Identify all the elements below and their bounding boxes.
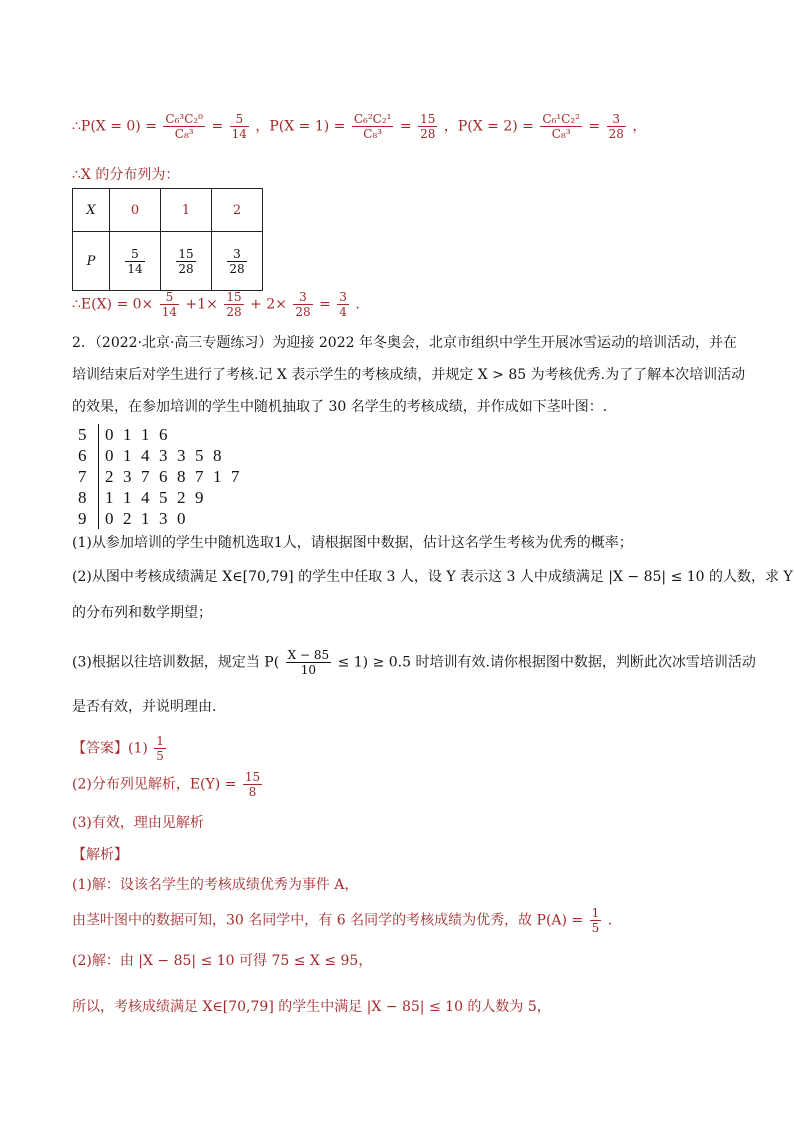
leaf: 6 [159, 425, 168, 444]
leaf: 1 [213, 467, 222, 486]
answer-2-fraction [243, 770, 262, 799]
leaf: 2 [177, 488, 186, 507]
stem-row [78, 487, 249, 508]
x-value-cell: 2 [212, 189, 263, 232]
stem-row [78, 508, 249, 529]
exp-f4d: 4 [339, 305, 347, 319]
leaf: 1 [123, 446, 132, 465]
leaf: 7 [231, 467, 240, 486]
stem-value: 5 [78, 425, 87, 444]
q3-fraction [286, 648, 332, 677]
stem-value: 7 [78, 467, 87, 486]
p0-comb-fraction [163, 112, 205, 141]
s2-pre: 由茎叶图中的数据可知，30 名同学中，有 6 名同学的考核成绩为优秀，故 P(A) = [72, 912, 584, 929]
question-2b: 的分布列和数学期望； [72, 605, 212, 621]
p1-lhs: ，P(X = 1) = [255, 118, 346, 135]
leaf: 5 [195, 446, 204, 465]
p2-comb-fraction [540, 112, 582, 141]
answer-1-pre: (1) [128, 740, 148, 757]
stem-leaf-plot [78, 424, 249, 529]
p2-comb-den: C₈³ [551, 127, 571, 141]
distribution-intro: ∴X 的分布列为： [72, 167, 180, 183]
leaf: 3 [159, 446, 168, 465]
expectation-line [72, 290, 360, 319]
leaf: 7 [141, 467, 150, 486]
question-2a: (2)从图中考核成绩满足 X∈[70,79] 的学生中任取 3 人，设 Y 表示这 3 人中成绩满足 |X − 85| ≤ 10 的人数，求 Y [72, 569, 793, 585]
leaf: 0 [105, 509, 114, 528]
leaf: 3 [123, 467, 132, 486]
answer-line-3: (3)有效，理由见解析 [72, 815, 204, 831]
s2-den: 5 [591, 921, 600, 935]
p-header-cell: P [73, 232, 110, 291]
leaf: 5 [159, 488, 168, 507]
exp-f3d: 28 [295, 305, 311, 319]
p1-comb-den: C₈³ [363, 127, 383, 141]
x-value-cell: 0 [110, 189, 161, 232]
leaf: 4 [141, 446, 150, 465]
leaf: 0 [105, 446, 114, 465]
exp-f4n: 3 [339, 290, 347, 304]
p2-vden: 28 [608, 127, 624, 141]
p1-eq: = [399, 118, 412, 135]
exp-eq: = [319, 296, 331, 313]
exp-lhs: ∴E(X) = 0× [72, 296, 154, 313]
leaf: 3 [177, 446, 186, 465]
p-value-cell [212, 232, 263, 291]
exp-m1: +1× [185, 296, 218, 313]
a1-num: 1 [156, 734, 164, 748]
table-row [73, 232, 263, 291]
question-1: (1)从参加培训的学生中随机选取1人，请根据图中数据，估计这名学生考核为优秀的概率； [72, 535, 633, 551]
distribution-table [72, 188, 263, 291]
p2-comb-num: C₆¹C₂² [542, 112, 580, 126]
leaf: 7 [195, 467, 204, 486]
leaf: 0 [177, 509, 186, 528]
exp-frac-2 [224, 290, 243, 319]
s2-end: . [607, 912, 613, 929]
exp-f1n: 5 [160, 290, 179, 305]
p0-vden: 14 [231, 127, 247, 141]
q3-pre: (3)根据以往培训数据，规定当 P( [72, 654, 280, 671]
p-den: 14 [127, 261, 143, 276]
leaf: 2 [105, 467, 114, 486]
problem-line-1: 2．（2022·北京·高三专题练习）为迎接 2022 年冬奥会，北京市组织中学生开展冰雪运动的培训活动，并在 [72, 335, 737, 351]
exp-end: . [355, 296, 360, 313]
exp-f2d: 28 [226, 305, 242, 319]
p2-lhs: ，P(X = 2) = [443, 118, 534, 135]
exp-m2: + 2× [250, 296, 287, 313]
p0-value-fraction [230, 112, 249, 141]
a2-num: 15 [244, 770, 261, 784]
stem-value: 6 [78, 446, 87, 465]
exp-f3n: 3 [293, 290, 312, 305]
analysis-step-2 [72, 906, 612, 935]
p2-eq: = [588, 118, 601, 135]
p1-comb-num: C₆²C₂¹ [353, 112, 392, 126]
answer-2-pre: (2)分布列见解析，E(Y) = [72, 776, 237, 793]
answer-line-1 [72, 734, 168, 763]
q3-num: X − 85 [287, 648, 330, 662]
stem-row [78, 466, 249, 487]
p0-comb-num: C₆³C₂⁰ [165, 112, 203, 126]
leaf: 1 [141, 509, 150, 528]
problem-line-2: 培训结束后对学生进行了考核.记 X 表示学生的考核成绩，并规定 X > 85 为考核优秀.为了了解本次培训活动 [72, 367, 746, 383]
leaf: 1 [123, 488, 132, 507]
a2-den: 8 [248, 785, 257, 799]
s2-fraction [590, 906, 602, 935]
question-3b: 是否有效，并说明理由. [72, 699, 217, 715]
exp-f2n: 15 [226, 290, 242, 304]
s2-num: 1 [591, 906, 600, 920]
p0-eq: = [211, 118, 224, 135]
leaf: 8 [213, 446, 222, 465]
p1-comb-fraction [352, 112, 394, 141]
p-value-cell [110, 232, 161, 291]
leaf: 9 [195, 488, 204, 507]
answer-1-fraction [154, 734, 166, 763]
q3-post: ≤ 1) ≥ 0.5 时培训有效.请你根据图中数据，判断此次冰雪培训活动 [337, 654, 756, 671]
exp-frac-3 [293, 290, 312, 319]
stem-row [78, 424, 249, 445]
p2-value-fraction [607, 112, 626, 141]
analysis-step-4: 所以，考核成绩满足 X∈[70,79] 的学生中满足 |X − 85| ≤ 10 的人数为 5， [72, 999, 551, 1015]
p0-lhs: ∴P(X = 0) = [72, 118, 157, 135]
p2-vnum: 3 [607, 112, 626, 127]
p1-vden: 28 [420, 127, 436, 141]
p0-comb-den: C₈³ [174, 127, 194, 141]
leaf: 2 [123, 509, 132, 528]
p0-vnum: 5 [230, 112, 249, 127]
answer-line-2 [72, 770, 264, 799]
p1-vnum: 15 [420, 112, 436, 126]
leaf: 0 [105, 425, 114, 444]
question-3a [72, 648, 756, 677]
stem-row [78, 445, 249, 466]
x-header-cell: X [73, 189, 110, 232]
leaf: 1 [123, 425, 132, 444]
p-den: 28 [229, 261, 245, 276]
analysis-step-3: (2)解：由 |X − 85| ≤ 10 可得 75 ≤ X ≤ 95， [72, 953, 373, 969]
stem-value: 8 [78, 488, 87, 507]
exp-frac-1 [160, 290, 179, 319]
analysis-step-1: (1)解：设该名学生的考核成绩优秀为事件 A， [72, 877, 359, 893]
p-num: 5 [125, 247, 144, 262]
q3-den: 10 [300, 663, 317, 677]
leaf: 1 [105, 488, 114, 507]
p1-value-fraction [418, 112, 437, 141]
leaf: 8 [177, 467, 186, 486]
problem-line-3: 的效果，在参加培训的学生中随机抽取了 30 名学生的考核成绩，并作成如下茎叶图：. [72, 399, 608, 415]
probability-line [72, 112, 646, 141]
x-value-cell: 1 [161, 189, 212, 232]
exp-frac-4 [337, 290, 349, 319]
p-value-cell [161, 232, 212, 291]
exp-f1d: 14 [161, 305, 178, 319]
p-num: 15 [178, 246, 194, 261]
leaf: 4 [141, 488, 150, 507]
p-den: 28 [178, 261, 194, 276]
leaf: 3 [159, 509, 168, 528]
leaf: 6 [159, 467, 168, 486]
answer-tag: 【答案】 [72, 740, 128, 757]
leaf: 1 [141, 425, 150, 444]
p2-tail: ， [632, 118, 647, 135]
table-row [73, 189, 263, 232]
p-num: 3 [227, 247, 246, 262]
stem-value: 9 [78, 509, 87, 528]
a1-den: 5 [156, 749, 164, 763]
analysis-tag: 【解析】 [72, 847, 128, 863]
